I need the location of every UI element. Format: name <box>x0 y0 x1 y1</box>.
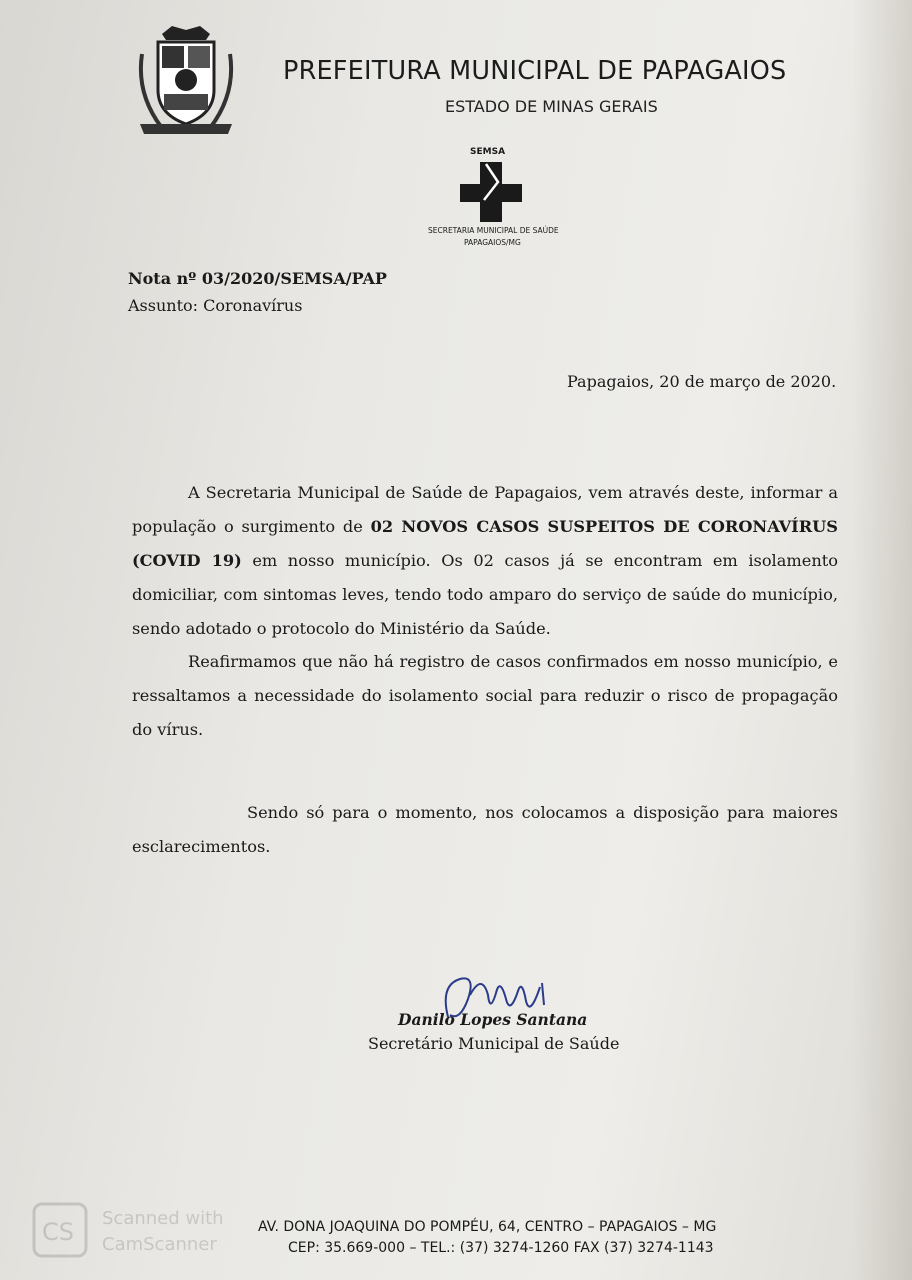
camscanner-watermark-icon <box>32 1200 272 1260</box>
memo-number: Nota nº 03/2020/SEMSA/PAP <box>128 269 387 288</box>
p1-highlight: 02 NOVOS CASOS SUSPEITOS DE CORONAVÍRUS (COVID 19) <box>132 517 838 570</box>
p1-text-start: A Secretaria Municipal de Saúde de Papagaios, vem através deste, informar a população o surgimento de <box>132 483 838 536</box>
semsa-cross-logo-icon <box>420 142 590 252</box>
signatory-name: Danilo Lopes Santana <box>398 1010 588 1029</box>
svg-text:CS: CS <box>42 1218 74 1246</box>
p1-text-end: em nosso município. Os 02 casos já se encontram em isolamento domiciliar, com sintomas leves, tendo todo amparo do serviço de saúde do município, sendo adotado o protocolo do Ministério da Saúde. <box>132 551 838 638</box>
watermark-line-1: Scanned with <box>102 1208 224 1229</box>
body-paragraph-2 <box>132 645 838 747</box>
watermark-line-2: CamScanner <box>102 1234 217 1255</box>
footer-address: AV. DONA JOAQUINA DO POMPÉU, 64, CENTRO – PAPAGAIOS – MG <box>258 1219 717 1235</box>
semsa-acronym: SEMSA <box>470 147 506 157</box>
municipal-coat-of-arms-icon <box>132 24 240 140</box>
p3-text: Sendo só para o momento, nos colocamos a disposição para maiores esclarecimentos. <box>132 803 838 856</box>
memo-subject: Assunto: Coronavírus <box>128 296 303 315</box>
state-subtitle: ESTADO DE MINAS GERAIS <box>445 97 658 116</box>
body-paragraph-1 <box>132 476 838 646</box>
footer-contact: CEP: 35.669-000 – TEL.: (37) 3274-1260 FAX (37) 3274-1143 <box>288 1240 714 1256</box>
body-paragraph-3 <box>132 796 838 864</box>
page-title: PREFEITURA MUNICIPAL DE PAPAGAIOS <box>283 56 787 86</box>
semsa-city: PAPAGAIOS/MG <box>464 238 521 247</box>
signatory-role: Secretário Municipal de Saúde <box>368 1034 620 1053</box>
page-shadow-edge <box>852 0 912 1280</box>
p2-text: Reafirmamos que não há registro de casos confirmados em nosso município, e ressaltamos a necessidade do isolamento social para reduzir o risco de propagação do vírus. <box>132 652 838 739</box>
semsa-name: SECRETARIA MUNICIPAL DE SAÚDE <box>428 226 559 235</box>
place-date: Papagaios, 20 de março de 2020. <box>567 372 837 391</box>
